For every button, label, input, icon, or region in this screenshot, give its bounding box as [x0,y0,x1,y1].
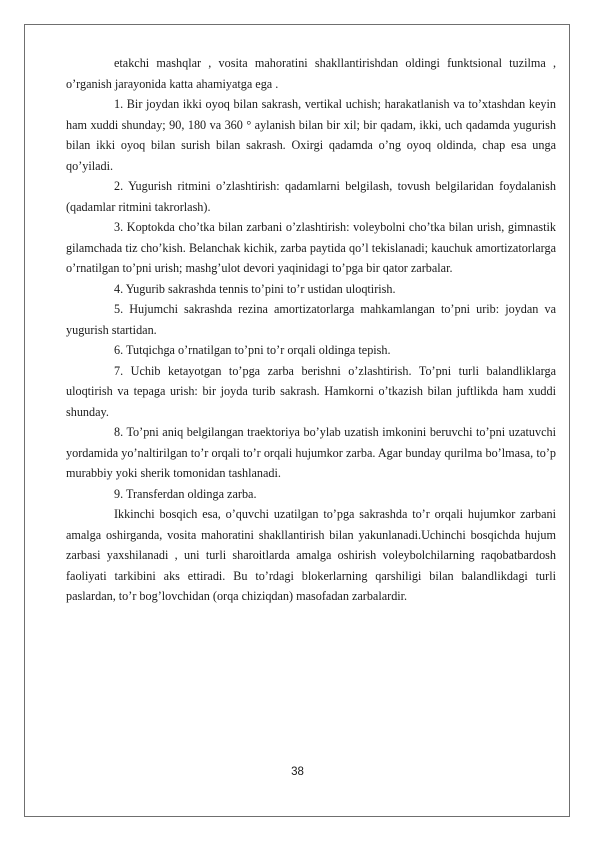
list-item-7: 7. Uchib ketayotgan to’pga zarba berishni o’zlashtirish. To’pni turli balandliklarga uloqtirish va tepaga urish: bir joyda turib sakrash. Hamkorni o’tkazish bilan juftlikda ham xuddi shunday. [66,363,556,419]
list-item-2: 2. Yugurish ritmini o’zlashtirish: qadamlarni belgilash, tovush belgilaridan foydalanish (qadamlar ritmini takrorlash). [66,179,556,214]
list-item-5: 5. Hujumchi sakrashda rezina amortizatorlarga mahkamlangan to’pni urib: joydan va yugurish startidan. [66,302,556,337]
paragraph-intro: etakchi mashqlar , vosita mahoratini shakllantirishdan oldingi funktsional tuzilma , o’rganish jarayonida katta ahamiyatga ega . [66,56,556,91]
list-item-4: 4. Yugurib sakrashda tennis to’pini to’r ustidan uloqtirish. [114,281,396,296]
list-item-8: 8. To’pni aniq belgilangan traektoriya bo’ylab uzatish imkonini beruvchi to’pni uzatuvchi yordamida yo’naltirilgan to’r orqali to’r orqali hujumkor zarba. Agar bunday qurilma bo’lmasa, to’p murabbiy yoki sherik tomonidan tashlanadi. [66,425,556,480]
list-item-1: 1. Bir joydan ikki oyoq bilan sakrash, vertikal uchish; harakatlanish va to’xtashdan keyin ham xuddi shunday; 90, 180 va 360 ° aylanish bilan bir xil; bir qadam, ikki, uch qadamda yugurish bilan ikki oyoq bilan surish bilan sakrash. Oxirgi qadamda o’ng oyoq oldinda, chap esa unga qo’yiladi. [66,97,556,173]
list-item-3: 3. Koptokda cho’tka bilan zarbani o’zlashtirish: voleybolni cho’tka bilan urish, gimnastik gilamchada tiz cho’kish. Belanchak kichik, zarba paytida qo’l tekislanadi; kauchuk amortizatorlarga o’rnatilgan to’pni urish; mashg’ulot devori yaqinidagi to’pga bir qator zarbalar. [66,220,556,275]
document-body [66,53,556,607]
list-item-9: 9. Transferdan oldinga zarba. [114,486,257,501]
paragraph-conclusion: Ikkinchi bosqich esa, o’quvchi uzatilgan to’pga sakrashda to’r orqali hujumkor zarbani amalga oshirganda, vosita mahoratini shakllantirish bilan yakunlanadi.Uchinchi bosqichda hujum zarbasi yaxshilanadi , uni turli sharoitlarda amalga oshirish voleybolchilarning raqobatbardosh faoliyati tarkibini aks ettiradi. Bu to’rdagi blokerlarning qarshiligi bilan balandlikdagi turli paslardan, to’r bog’lovchidan (orqa chiziqdan) masofadan zarbalardir. [66,507,556,603]
list-item-6: 6. Tutqichga o’rnatilgan to’pni to’r orqali oldinga tepish. [114,343,391,357]
page-number: 38 [291,766,304,778]
